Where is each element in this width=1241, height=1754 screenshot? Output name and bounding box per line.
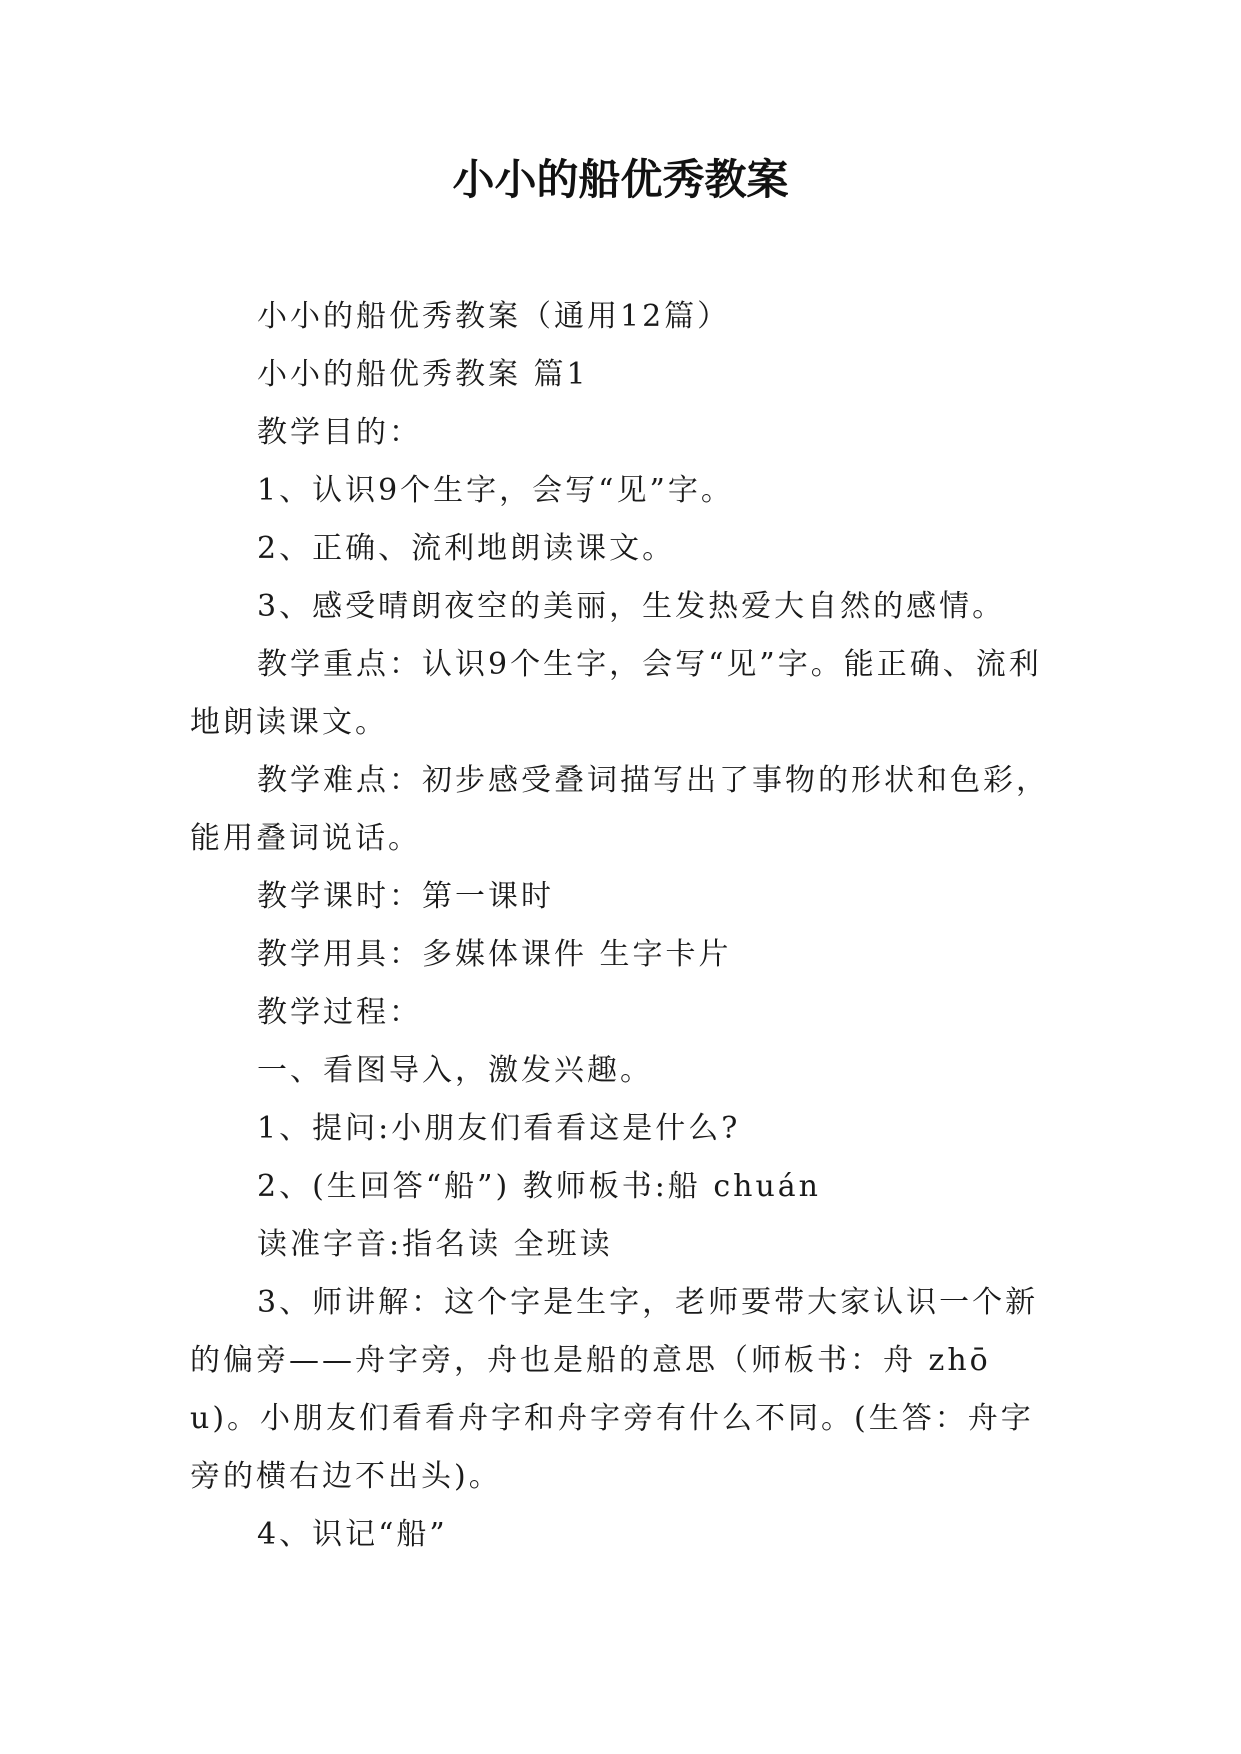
paragraph: 一、看图导入，激发兴趣。 bbox=[257, 1053, 653, 1088]
paragraph: 3、感受晴朗夜空的美丽，生发热爱大自然的感情。 bbox=[257, 589, 1006, 624]
paragraph: 2、(生回答“船”) 教师板书:船 chuán bbox=[257, 1169, 821, 1204]
paragraph: 1、提问:小朋友们看看这是什么? bbox=[257, 1111, 741, 1146]
paragraph: 教学重点：认识9个生字，会写“见”字。能正确、流利地朗读课文。 bbox=[190, 647, 1042, 740]
paragraph: 读准字音:指名读 全班读 bbox=[257, 1227, 613, 1262]
paragraph: 1、认识9个生字，会写“见”字。 bbox=[257, 473, 734, 508]
paragraph: 4、识记“船” bbox=[257, 1517, 448, 1552]
paragraph: 教学课时：第一课时 bbox=[257, 879, 554, 914]
paragraph: 小小的船优秀教案 篇1 bbox=[257, 357, 589, 392]
paragraph: 3、师讲解：这个字是生字，老师要带大家认识一个新的偏旁——舟字旁，舟也是船的意思（师板书：舟 zhōu)。小朋友们看看舟字和舟字旁有什么不同。(生答：舟字旁的横右边不出头)。 bbox=[190, 1285, 1039, 1494]
paragraph: 2、正确、流利地朗读课文。 bbox=[257, 531, 676, 566]
paragraph: 小小的船优秀教案（通用12篇） bbox=[257, 299, 731, 334]
paragraph: 教学用具：多媒体课件 生字卡片 bbox=[257, 937, 732, 972]
document-body bbox=[190, 288, 1060, 1564]
paragraph: 教学目的： bbox=[257, 415, 422, 450]
document-title: 小小的船优秀教案 bbox=[452, 155, 789, 204]
paragraph: 教学难点：初步感受叠词描写出了事物的形状和色彩，能用叠词说话。 bbox=[190, 763, 1049, 856]
paragraph: 教学过程： bbox=[257, 995, 422, 1030]
